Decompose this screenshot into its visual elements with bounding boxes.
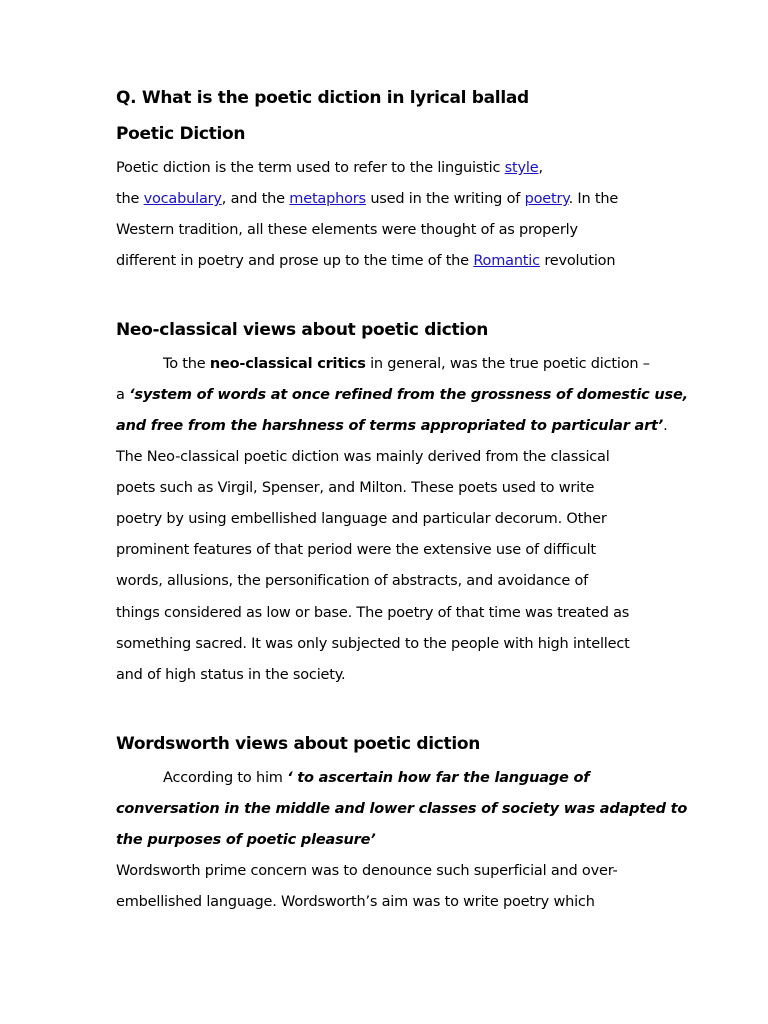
- paragraph-line: [116, 191, 618, 207]
- text-run: , and the: [221, 191, 290, 207]
- text-run: . In the: [568, 191, 619, 207]
- text-run: the: [116, 191, 144, 207]
- text-run: revolution: [539, 253, 616, 269]
- paragraph-line: The Neo-classical poetic diction was mainly derived from the classical: [116, 449, 610, 465]
- link-style[interactable]: style: [504, 160, 539, 176]
- text-run: used in the writing of: [365, 191, 525, 207]
- paragraph-line: Wordsworth prime concern was to denounce such superficial and over-: [116, 863, 618, 879]
- paragraph-line: prominent features of that period were the extensive use of difficult: [116, 542, 596, 558]
- section-heading-neo-classical: Neo-classical views about poetic diction: [116, 320, 489, 340]
- paragraph-line: [116, 160, 543, 176]
- quote-text: conversation in the middle and lower classes of society was adapted to: [116, 801, 688, 817]
- paragraph-line: [116, 418, 668, 434]
- paragraph-line: words, allusions, the personification of abstracts, and avoidance of: [116, 573, 589, 589]
- quote-text: ‘ to ascertain how far the language of: [287, 770, 590, 786]
- paragraph-line: [163, 770, 589, 786]
- quote-text: ‘system of words at once refined from the grossness of domestic use,: [129, 387, 688, 403]
- text-run: According to him: [163, 770, 288, 786]
- text-run: ,: [538, 160, 543, 176]
- paragraph-line: poetry by using embellished language and particular decorum. Other: [116, 511, 607, 527]
- question-title: Q. What is the poetic diction in lyrical ballad: [116, 88, 529, 108]
- text-run: To the: [163, 356, 210, 372]
- text-run: different in poetry and prose up to the time of the: [116, 253, 474, 269]
- text-run: Poetic diction is the term used to refer to the linguistic: [116, 160, 505, 176]
- section-heading-wordsworth: Wordsworth views about poetic diction: [116, 734, 481, 754]
- paragraph-line: [163, 356, 650, 372]
- text-run: .: [663, 418, 668, 434]
- paragraph-line: something sacred. It was only subjected to the people with high intellect: [116, 636, 630, 652]
- link-poetry[interactable]: poetry: [524, 191, 569, 207]
- paragraph-line: poets such as Virgil, Spenser, and Milton. These poets used to write: [116, 480, 595, 496]
- text-run: in general, was the true poetic diction –: [365, 356, 650, 372]
- bold-term: neo-classical critics: [209, 356, 366, 372]
- paragraph-line: [116, 832, 376, 848]
- quote-text: and free from the harshness of terms appropriated to particular art’: [116, 418, 664, 434]
- text-run: a: [116, 387, 130, 403]
- section-heading-poetic-diction: Poetic Diction: [116, 124, 246, 144]
- paragraph-line: things considered as low or base. The poetry of that time was treated as: [116, 605, 630, 621]
- quote-text: the purposes of poetic pleasure’: [116, 832, 376, 848]
- paragraph-line: [116, 801, 687, 817]
- paragraph-line: [116, 387, 688, 403]
- link-vocabulary[interactable]: vocabulary: [143, 191, 222, 207]
- paragraph-line: embellished language. Wordsworth’s aim was to write poetry which: [116, 894, 595, 910]
- paragraph-line: [116, 253, 615, 269]
- paragraph-line: and of high status in the society.: [116, 667, 346, 683]
- link-metaphors[interactable]: metaphors: [289, 191, 366, 207]
- paragraph-line: Western tradition, all these elements were thought of as properly: [116, 222, 578, 238]
- link-romantic[interactable]: Romantic: [473, 253, 540, 269]
